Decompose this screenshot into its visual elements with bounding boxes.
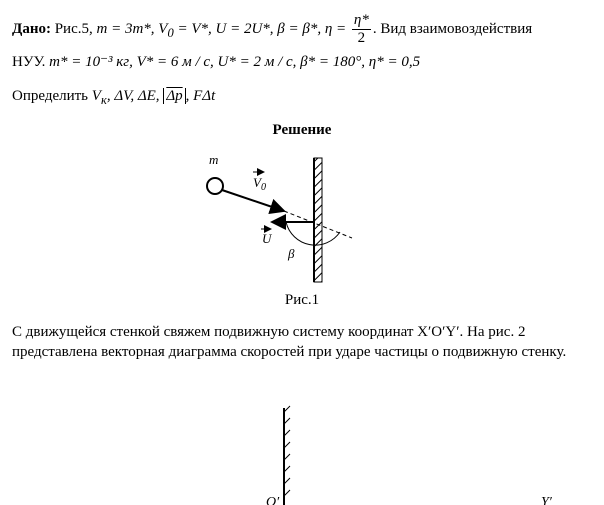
determine-v: V bbox=[91, 88, 101, 104]
given-formula-part2: = V*, U = 2U*, β = β*, η = bbox=[173, 20, 347, 37]
figure1-caption: Рис.1 bbox=[284, 292, 320, 308]
beta-label: β bbox=[288, 246, 295, 261]
fig2-y-label: Y′ bbox=[541, 495, 552, 505]
v0-label bbox=[253, 175, 266, 193]
determine-rest: , ΔV, ΔE, bbox=[106, 88, 164, 104]
determine-tail: , FΔt bbox=[185, 88, 216, 104]
determine-dp: $\overline{\Delta p}$ bbox=[163, 88, 185, 104]
determine-label: Определить bbox=[12, 88, 89, 104]
v0-arrow bbox=[222, 190, 284, 211]
particle bbox=[207, 178, 223, 194]
given-formula-part1: m = 3m*, V bbox=[96, 20, 168, 37]
determine-v-sub: к bbox=[100, 93, 107, 107]
v0-sub: 0 bbox=[260, 182, 266, 193]
given-ref: Рис.5, bbox=[54, 20, 93, 37]
v0-letter: V bbox=[253, 175, 261, 190]
wall-hatched bbox=[314, 158, 322, 282]
fig2-origin-label: O′ bbox=[266, 495, 280, 505]
eta-denominator: 2 bbox=[357, 30, 366, 46]
solution-paragraph: С движущейся стенкой свяжем подвижную систему координат X′O′Y′. На рис. 2 представлена векторная диаграмма скоростей при ударе частицы о подвижную стенку. bbox=[12, 324, 567, 360]
given-formula-sub0: 0 bbox=[167, 25, 174, 40]
solution-heading: Решение bbox=[272, 122, 332, 138]
eta-numerator: η* bbox=[353, 12, 369, 28]
nuu-label: НУУ. bbox=[12, 54, 46, 70]
nuu-formula: m* = 10⁻³ кг, V* = 6 м / с, U* = 2 м / с, β* = 180°, η* = 0,5 bbox=[49, 54, 421, 70]
given-tail: . Вид взаимовоздействия bbox=[372, 20, 533, 37]
u-label: U bbox=[262, 231, 272, 246]
given-label: Дано: bbox=[12, 20, 51, 37]
mass-label: m bbox=[209, 152, 219, 167]
